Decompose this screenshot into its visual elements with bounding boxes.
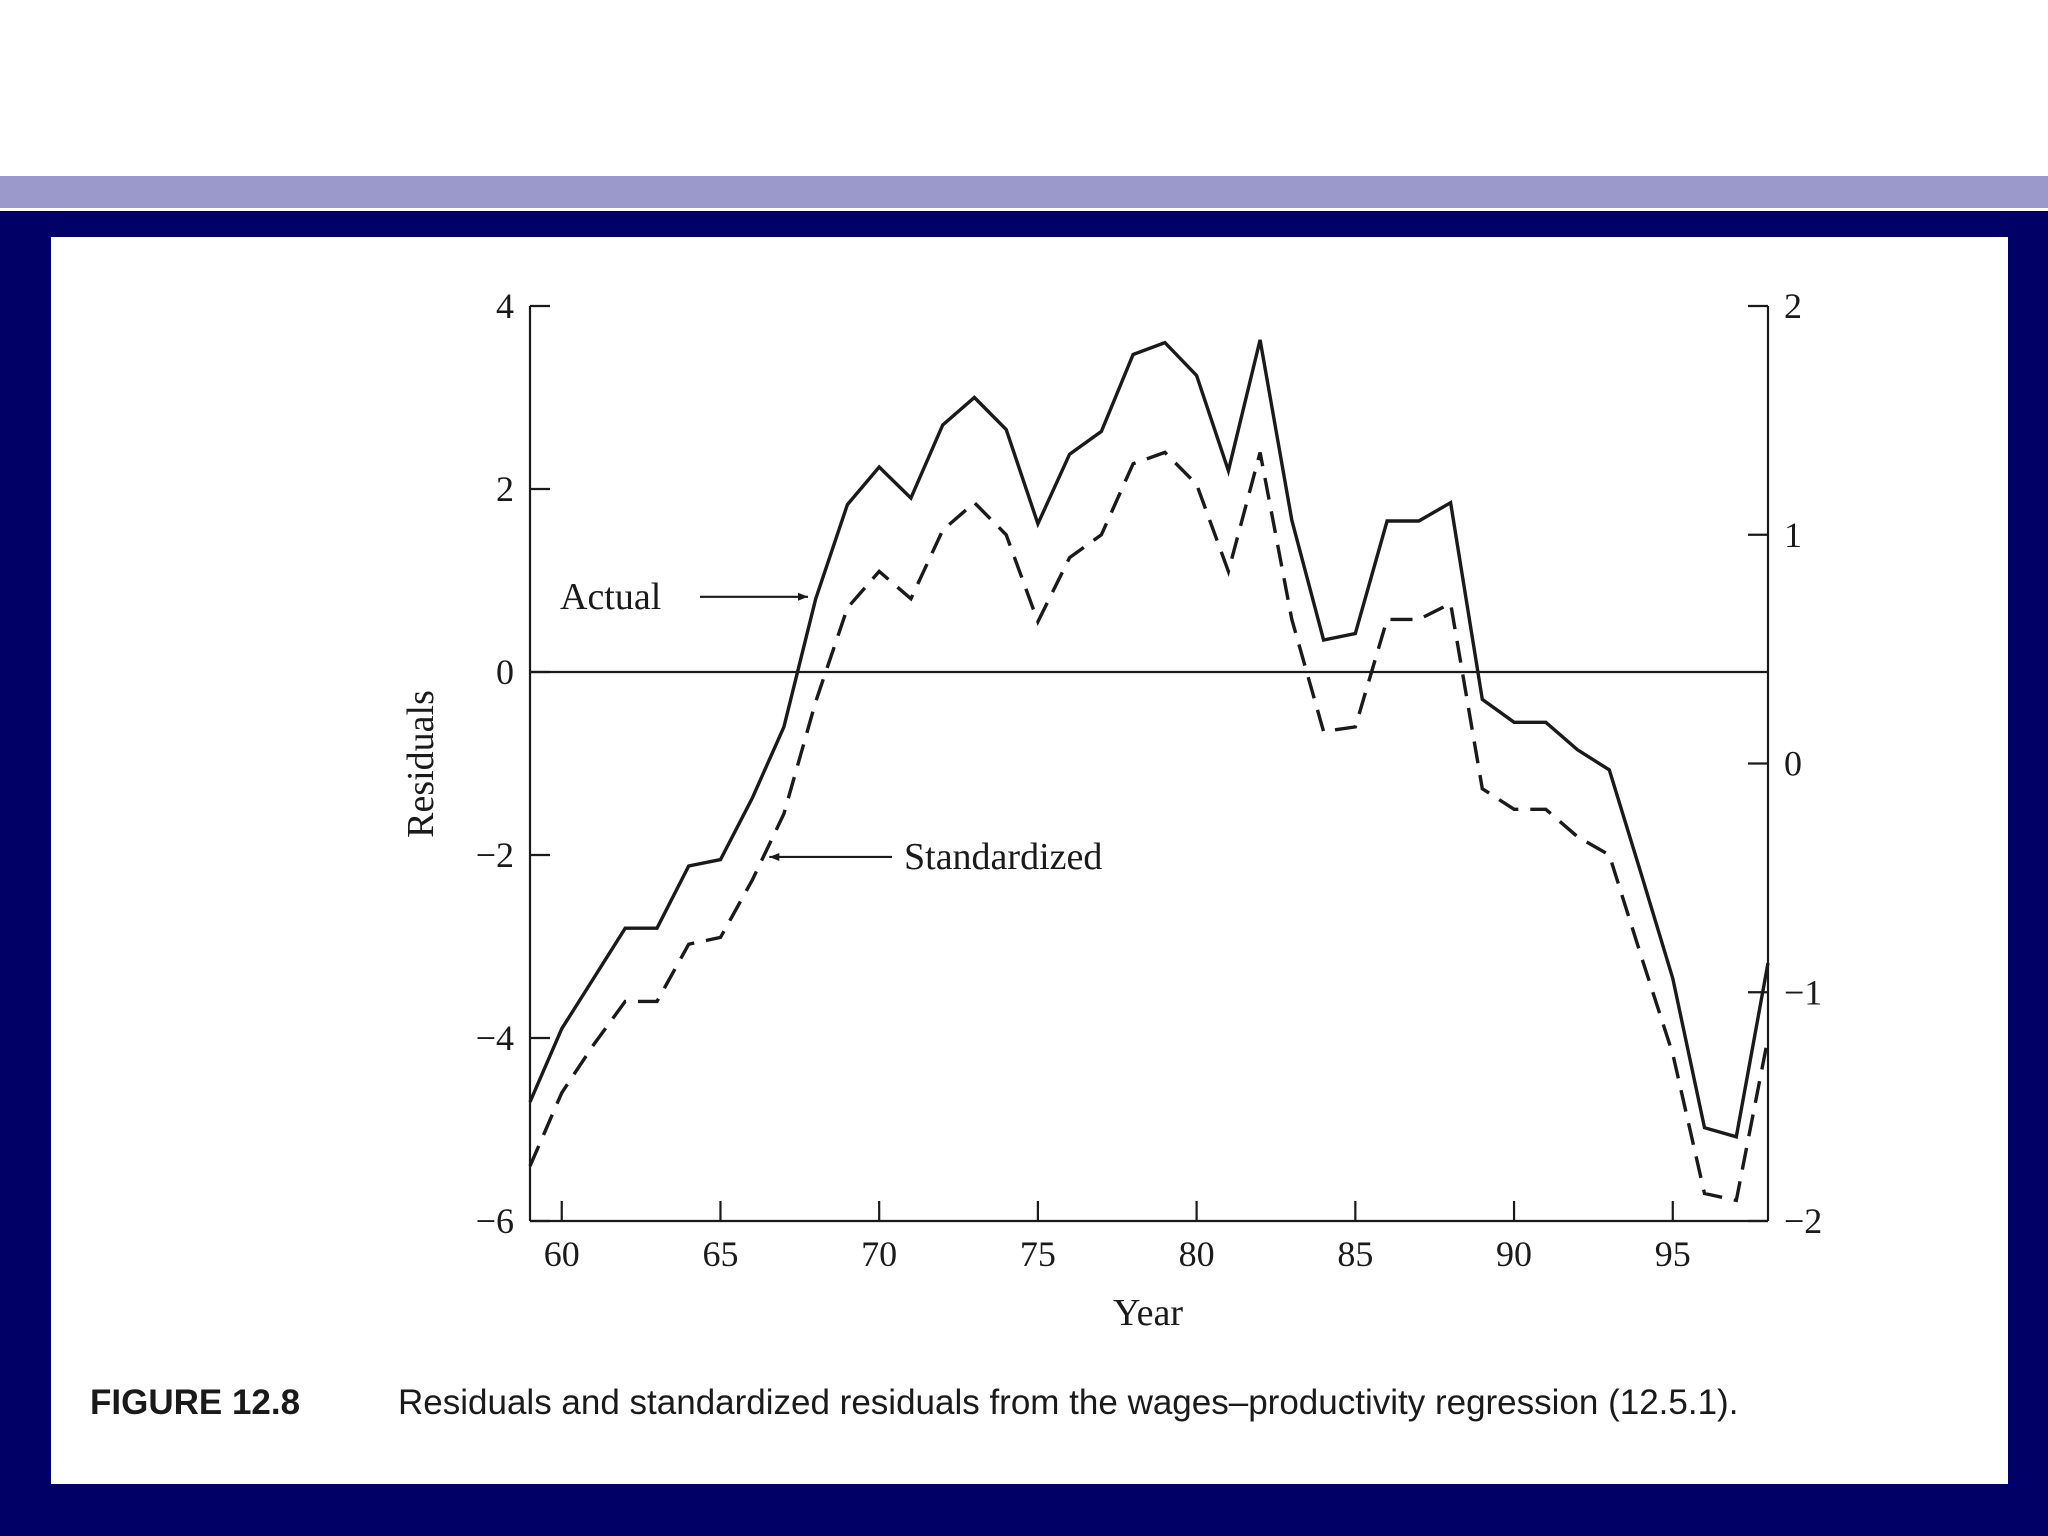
x-tick-label-6: 90 (1496, 1234, 1533, 1274)
x-axis-title: Year (1112, 1292, 1184, 1334)
chart-series (530, 340, 1768, 1201)
chart-annotations (560, 576, 1102, 878)
x-tick-label-3: 75 (1019, 1234, 1056, 1274)
y-axis-title: Residuals (400, 690, 442, 838)
x-tick-label-4: 80 (1178, 1234, 1215, 1274)
y2-tick-label-1: 1 (1784, 514, 1802, 555)
y-tick-label-5: −6 (475, 1201, 514, 1241)
y-tick-label-0: 4 (496, 286, 514, 326)
y-tick-label-1: 2 (496, 469, 514, 509)
x-tick-label-1: 65 (702, 1234, 739, 1274)
x-tick-label-0: 60 (543, 1234, 580, 1274)
y-tick-label-2: 0 (496, 652, 514, 692)
series-line-standardized (530, 452, 1768, 1200)
y-tick-label-3: −2 (475, 835, 514, 875)
figure-caption (90, 1383, 1738, 1443)
x-tick-label-5: 85 (1337, 1234, 1374, 1274)
x-tick-label-2: 70 (861, 1234, 898, 1274)
y2-tick-label-3: −1 (1784, 972, 1823, 1013)
caption-label: FIGURE 12.8 (90, 1383, 301, 1422)
x-tick-label-7: 95 (1654, 1234, 1691, 1274)
y2-tick-label-2: 0 (1784, 743, 1802, 784)
caption-text: Residuals and standardized residuals from the wages–productivity regression (12.5.1). (398, 1383, 1739, 1422)
annotation-standardized: Standardized (904, 835, 1103, 878)
y2-tick-label-4: −2 (1784, 1201, 1823, 1241)
y-tick-label-4: −4 (475, 1018, 514, 1058)
annotation-actual: Actual (560, 575, 662, 618)
chart-axes (476, 286, 1823, 1274)
y2-tick-label-0: 2 (1784, 286, 1802, 326)
